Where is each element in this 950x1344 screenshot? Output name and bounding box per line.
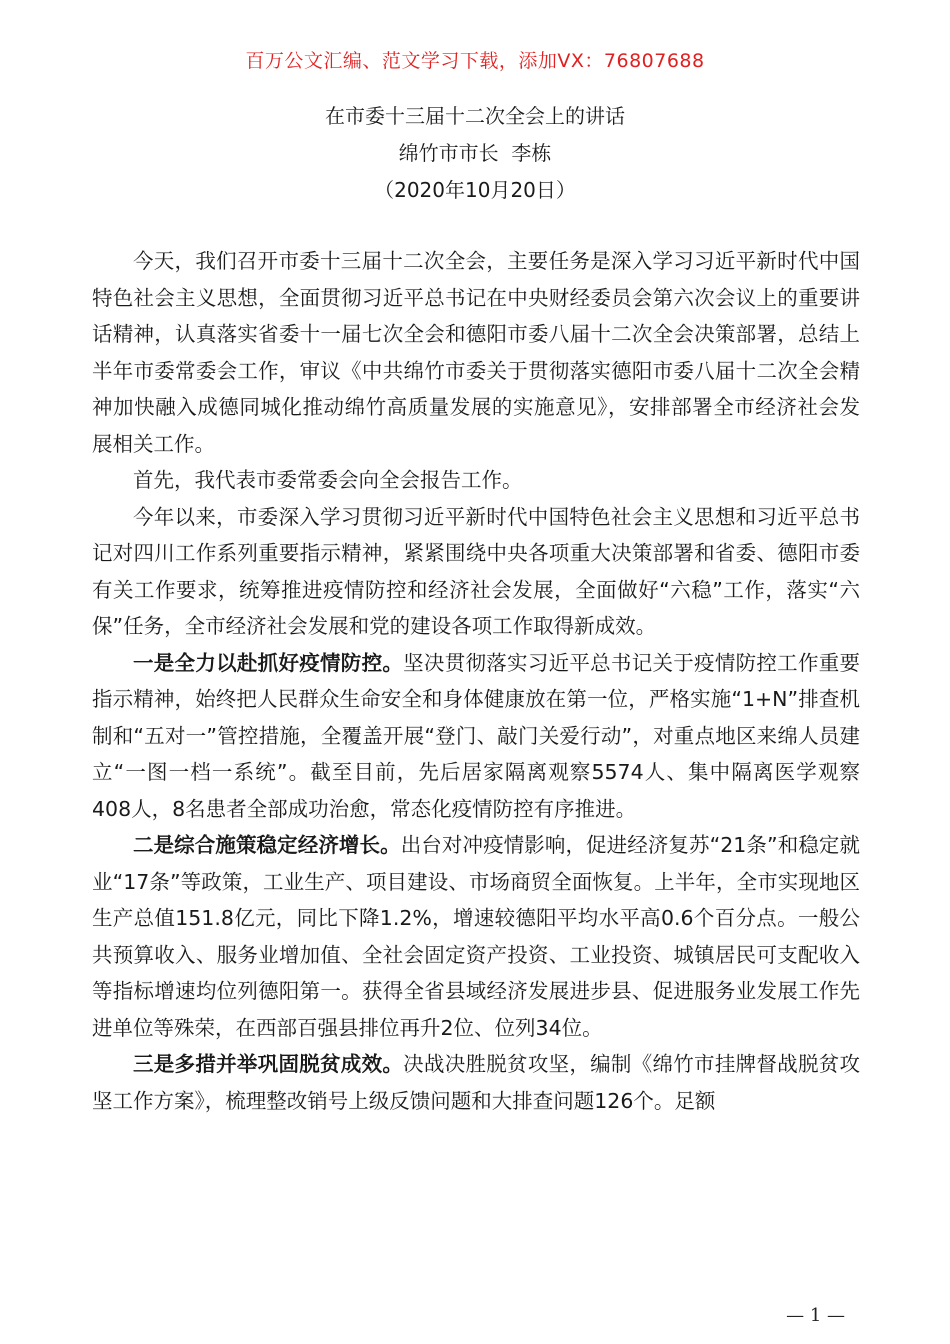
- speaker-line: 绵竹市市长 李栋: [398, 141, 552, 165]
- lead-epidemic: 一是全力以赴抓好疫情防控。: [133, 650, 404, 675]
- paragraph-economy: [92, 827, 860, 1046]
- page-number: — 1 —: [786, 1305, 845, 1326]
- lead-economy: 二是综合施策稳定经济增长。: [133, 833, 401, 857]
- text-economy: 出台对冲疫情影响，促进经济复苏“21条”和稳定就业“17条”等政策，工业生产、项目建设、市场商贸全面恢复。上半年，全市实现地区生产总值151.8亿元，同比下降1.2%，增速较德阳平均水平高0.6个百分点。一般公共预算收入、服务业增加值、全社会固定资产投资、工业投资、城镇居民可支配收入等指标增速均位列德阳第一。获得全省县域经济发展进步县、促进服务业发展工作先进单位等殊荣，在西部百强县排位再升2位、位列34位。: [92, 833, 861, 1040]
- text-epidemic: 坚决贯彻落实习近平总书记关于疫情防控工作重要指示精神，始终把人民群众生命安全和身体健康放在第一位，严格实施“1+N”排查机制和“五对一”管控措施，全覆盖开展“登门、敲门关爱行动”，对重点地区来绵人员建立“一图一档一系统”。截至目前，先后居家隔离观察5574人、集中隔离医学观察408人，8名患者全部成功治愈，常态化疫情防控有序推进。: [92, 650, 861, 821]
- title-block: [0, 98, 950, 209]
- header-banner: 百万公文汇编、范文学习下载，添加VX：76807688: [245, 50, 705, 72]
- paragraph-epidemic: [92, 645, 860, 828]
- lead-poverty: 三是多措并举巩固脱贫成效。: [133, 1052, 404, 1076]
- text-poverty: 决战决胜脱贫攻坚，编制《绵竹市挂牌督战脱贫攻坚工作方案》，梳理整改销号上级反馈问题和大排查问题126个。足额: [92, 1052, 861, 1113]
- paragraph-intro: 今天，我们召开市委十三届十二次全会，主要任务是深入学习习近平新时代中国特色社会主义思想，全面贯彻习近平总书记在中央财经委员会第六次会议上的重要讲话精神，认真落实省委十一届七次全会和德阳市委八届十二次全会决策部署，总结上半年市委常委会工作，审议《中共绵竹市委关于贯彻落实德阳市委八届十二次全会精神加快融入成德同城化推动绵竹高质量发展的实施意见》，安排部署全市经济社会发展相关工作。: [92, 249, 860, 456]
- paragraph-report: 首先，我代表市委常委会向全会报告工作。: [133, 468, 523, 492]
- speech-title: 在市委十三届十二次全会上的讲话: [325, 104, 625, 128]
- speech-date: （2020年10月20日）: [374, 178, 576, 202]
- paragraph-overview: 今年以来，市委深入学习贯彻习近平新时代中国特色社会主义思想和习近平总书记对四川工作系列重要指示精神，紧紧围绕中央各项重大决策部署和省委、德阳市委有关工作要求，统筹推进疫情防控和经济社会发展，全面做好“六稳”工作，落实“六保”任务，全市经济社会发展和党的建设各项工作取得新成效。: [92, 504, 860, 638]
- paragraph-poverty: [92, 1046, 860, 1119]
- document-body: [92, 243, 860, 1119]
